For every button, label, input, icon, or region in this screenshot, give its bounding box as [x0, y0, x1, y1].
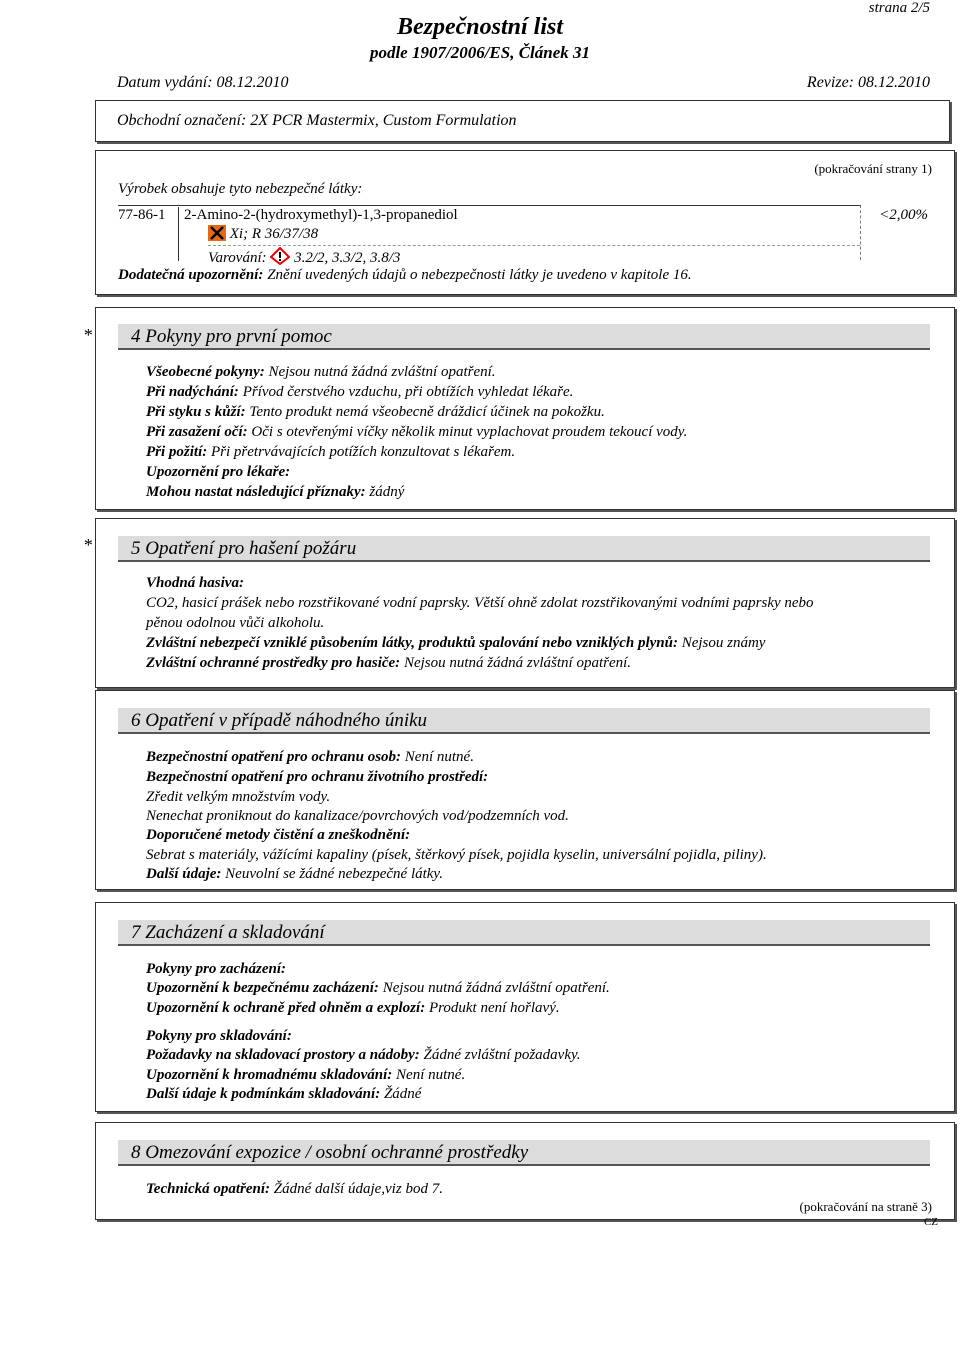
section4-line: Upozornění pro lékaře:	[146, 464, 291, 480]
issue-date: Datum vydání: 08.12.2010	[117, 74, 289, 91]
classification-separator	[208, 245, 860, 246]
section8-line: Technická opatření: Žádné další údaje,viz bod 7.	[146, 1181, 443, 1197]
trade-name-box	[95, 100, 950, 142]
section7-line: Pokyny pro zacházení:	[146, 961, 286, 977]
section6-line: Zředit velkým množstvím vody.	[146, 789, 331, 805]
document-title: Bezpečnostní list	[396, 14, 564, 40]
section8-heading: 8 Omezování expozice / osobní ochranné prostředky	[118, 1140, 930, 1166]
section6-line: Nenechat proniknout do kanalizace/povrchových vod/podzemních vod.	[146, 808, 569, 824]
language-code: CZ	[923, 1216, 938, 1228]
section4-heading: 4 Pokyny pro první pomoc	[118, 324, 930, 350]
section5-line: CO2, hasicí prášek nebo rozstřikované vodní paprsky. Větší ohně zdolat rozstřikovanými vodními paprsky nebo	[146, 595, 814, 611]
section5-line: pěnou odolnou vůči alkoholu.	[146, 615, 325, 631]
section7-line: Další údaje k podmínkám skladování: Žádné	[146, 1086, 422, 1102]
section6-line: Sebrat s materiály, vážícími kapaliny (písek, štěrkový písek, pojidla kyselin, universální pojidla, piliny).	[146, 847, 767, 863]
harmful-x-icon	[208, 225, 226, 246]
cas-divider	[178, 207, 179, 261]
section4-line: Při zasažení očí: Oči s otevřenými víčky několik minut vyplachovat proudem tekoucí vody.	[146, 424, 688, 440]
section4-change-marker: *	[83, 325, 92, 345]
section7-heading: 7 Zacházení a skladování	[118, 920, 930, 946]
document-subtitle: podle 1907/2006/ES, Článek 31	[369, 43, 591, 62]
section4-line: Při nadýchání: Přívod čerstvého vzduchu, při obtížích vyhledat lékaře.	[146, 384, 574, 400]
section6-line: Další údaje: Neuvolní se žádné nebezpečné látky.	[146, 866, 444, 882]
section7-line: Upozornění k hromadnému skladování: Není nutné.	[146, 1067, 466, 1083]
section7-box	[95, 902, 955, 1112]
additional-note-text: Znění uvedených údajů o nebezpečnosti látky je uvedeno v kapitole 16.	[267, 267, 692, 283]
section6-box	[95, 690, 955, 890]
warning-codes: 3.2/2, 3.3/2, 3.8/3	[294, 250, 401, 266]
substance-name: 2-Amino-2-(hydroxymethyl)-1,3-propanediol	[184, 207, 458, 223]
section4-line: Mohou nastat následující příznaky: žádný	[146, 484, 405, 500]
section5-line: Zvláštní nebezpečí vzniklé působením látky, produktů spalování nebo vzniklých plynů: Nejsou známy	[146, 635, 766, 651]
section4-box	[95, 307, 955, 510]
continuation-next-page: (pokračování na straně 3)	[799, 1199, 932, 1214]
section5-heading: 5 Opatření pro hašení požáru	[118, 536, 930, 562]
hazard-substances-box	[95, 150, 955, 295]
substance-classification	[208, 225, 318, 246]
section5-line: Vhodná hasiva:	[146, 575, 244, 591]
hazard-heading: Výrobek obsahuje tyto nebezpečné látky:	[118, 181, 363, 197]
revision-date: Revize: 08.12.2010	[806, 74, 930, 91]
section8-box	[95, 1122, 955, 1220]
section4-line: Při styku s kůží: Tento produkt nemá všeobecně dráždicí účinek na pokožku.	[146, 404, 605, 420]
section5-line: Zvláštní ochranné prostředky pro hasiče: Nejsou nutná žádná zvláštní opatření.	[146, 655, 632, 671]
additional-note-label: Dodatečná upozornění:	[118, 267, 264, 283]
section6-line: Bezpečnostní opatření pro ochranu životního prostředí:	[146, 769, 489, 785]
additional-note	[118, 267, 692, 284]
section6-heading: 6 Opatření v případě náhodného úniku	[118, 708, 930, 734]
trade-name: Obchodní označení: 2X PCR Mastermix, Custom Formulation	[117, 112, 517, 129]
section5-change-marker: *	[83, 535, 92, 555]
concentration: <2,00%	[879, 207, 928, 223]
section7-line: Pokyny pro skladování:	[146, 1028, 292, 1044]
section7-line: Požadavky na skladovací prostory a nádoby: Žádné zvláštní požadavky.	[146, 1047, 581, 1063]
warning-label: Varování:	[208, 250, 267, 266]
classification-text: Xi; R 36/37/38	[229, 226, 319, 242]
section7-line: Upozornění k ochraně před ohněm a explozí: Produkt není hořlavý.	[146, 1000, 560, 1016]
section5-box	[95, 518, 955, 688]
page-number: strana 2/5	[868, 0, 930, 16]
section7-line: Upozornění k bezpečnému zacházení: Nejsou nutná žádná zvláštní opatření.	[146, 980, 610, 996]
section4-line: Při požití: Při přetrvávajících potížích konzultovat s lékařem.	[146, 444, 516, 460]
continuation-note: (pokračování strany 1)	[814, 161, 932, 176]
section6-line: Doporučené metody čistění a zneškodnění:	[146, 827, 411, 843]
section4-line: Všeobecné pokyny: Nejsou nutná žádná zvláštní opatření.	[146, 364, 496, 380]
section6-line: Bezpečnostní opatření pro ochranu osob: Není nutné.	[146, 749, 474, 765]
cas-number: 77-86-1	[118, 207, 166, 223]
